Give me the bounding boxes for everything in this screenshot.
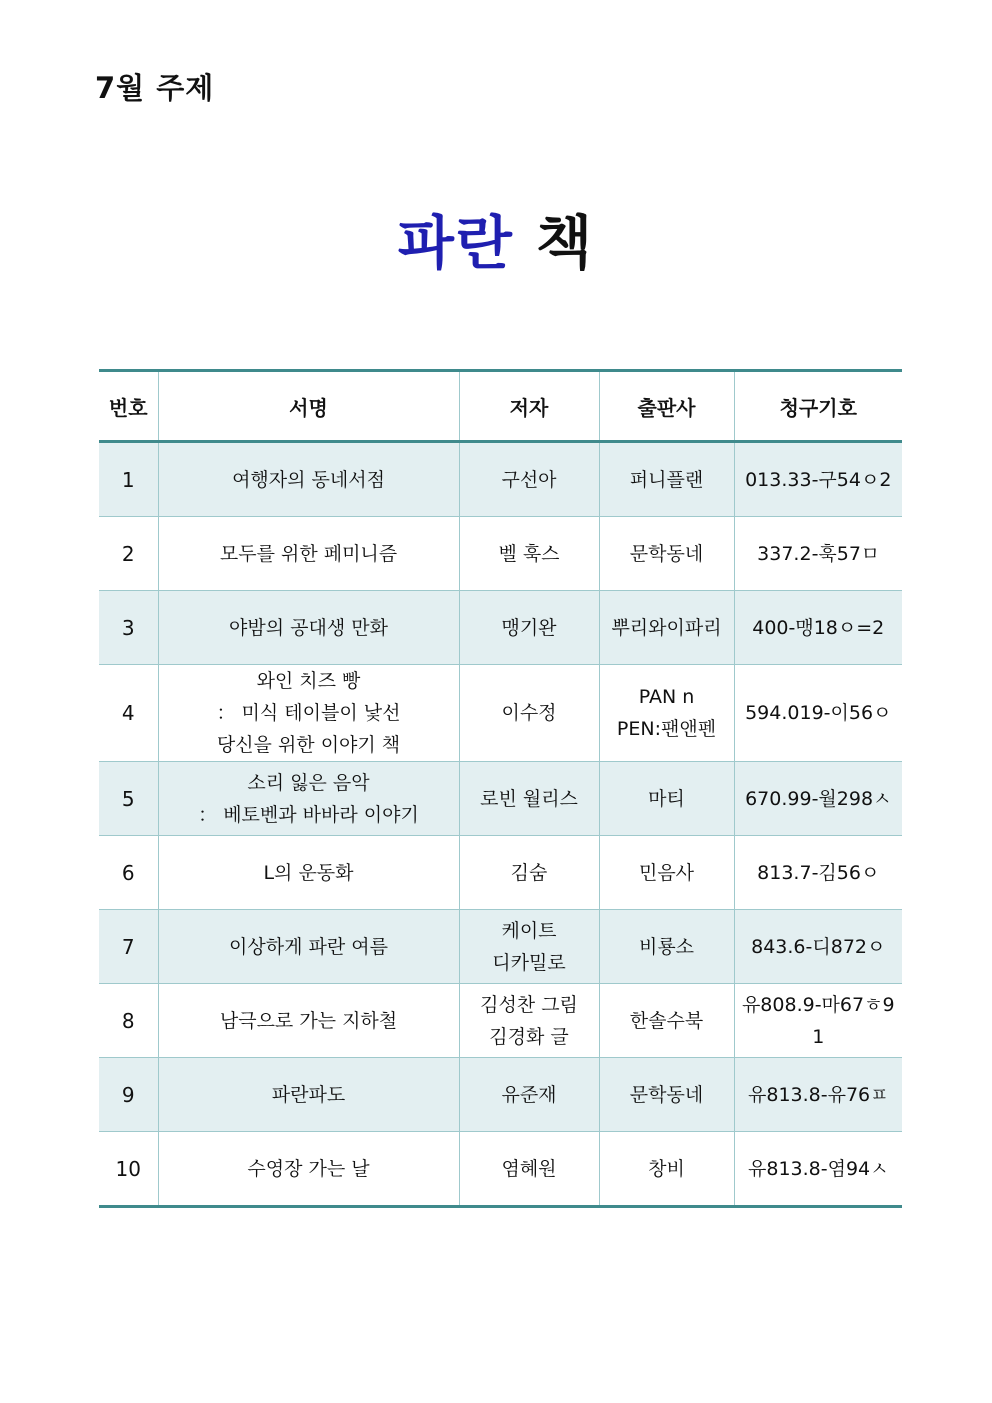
book-number-cell: 10 bbox=[99, 1132, 158, 1207]
book-call-number-line: 유813.8-유76ㅍ bbox=[748, 1083, 889, 1106]
book-author-line: 디카밀로 bbox=[492, 951, 566, 974]
book-call-number-cell bbox=[734, 591, 902, 665]
table-header-row bbox=[99, 371, 902, 442]
book-list-table bbox=[99, 369, 902, 1208]
book-title-line: 야밤의 공대생 만화 bbox=[229, 616, 388, 639]
book-publisher-line: 문학동네 bbox=[629, 542, 704, 565]
book-call-number-line: 337.2-훅57ㅁ bbox=[757, 542, 880, 565]
book-number-cell: 1 bbox=[99, 442, 158, 517]
book-number-cell: 3 bbox=[99, 591, 158, 665]
table-row bbox=[99, 665, 902, 762]
book-number-cell: 7 bbox=[99, 910, 158, 984]
book-publisher-line: 민음사 bbox=[638, 861, 695, 884]
book-call-number-line: 594.019-이56ㅇ bbox=[745, 702, 892, 724]
book-call-number-cell bbox=[734, 836, 902, 910]
book-author-line: 김숨 bbox=[510, 861, 548, 884]
book-publisher-cell bbox=[599, 442, 734, 517]
book-publisher-line: 비룡소 bbox=[638, 935, 695, 958]
book-number-cell: 5 bbox=[99, 762, 158, 836]
book-author-line: 맹기완 bbox=[501, 616, 557, 639]
book-title-line: ： 베토벤과 바바라 이야기 bbox=[198, 803, 419, 826]
book-call-number-line: 유813.8-염94ㅅ bbox=[748, 1157, 889, 1180]
book-author-cell bbox=[459, 591, 599, 665]
book-call-number-cell bbox=[734, 1058, 902, 1132]
book-author-cell bbox=[459, 665, 599, 762]
book-publisher-line: 퍼니플랜 bbox=[629, 468, 704, 491]
book-publisher-line: 문학동네 bbox=[629, 1083, 704, 1106]
table-row bbox=[99, 591, 902, 665]
column-header-publisher: 출판사 bbox=[599, 371, 734, 442]
table-row bbox=[99, 836, 902, 910]
book-title-cell bbox=[158, 984, 459, 1058]
title-word-book: 책 bbox=[536, 209, 595, 277]
book-publisher-cell bbox=[599, 910, 734, 984]
book-call-number-cell bbox=[734, 1132, 902, 1207]
book-author-cell bbox=[459, 1058, 599, 1132]
book-author-cell bbox=[459, 517, 599, 591]
book-title-line: 파란파도 bbox=[271, 1083, 346, 1106]
table-row bbox=[99, 910, 902, 984]
book-title-cell bbox=[158, 517, 459, 591]
book-author-cell bbox=[459, 910, 599, 984]
title-word-blue: 파란 bbox=[397, 209, 514, 277]
book-call-number-cell bbox=[734, 442, 902, 517]
book-title-cell bbox=[158, 910, 459, 984]
book-author-cell bbox=[459, 1132, 599, 1207]
book-call-number-line: 유808.9-마67ㅎ9 bbox=[741, 993, 895, 1016]
page-title bbox=[0, 196, 992, 280]
book-call-number-cell bbox=[734, 984, 902, 1058]
book-publisher-cell bbox=[599, 836, 734, 910]
book-author-line: 염혜원 bbox=[501, 1157, 557, 1180]
book-publisher-line: PAN n bbox=[638, 686, 695, 708]
book-number-cell: 8 bbox=[99, 984, 158, 1058]
book-title-line: L의 운동화 bbox=[263, 861, 354, 884]
book-author-line: 로빈 월리스 bbox=[480, 787, 578, 810]
book-call-number-cell bbox=[734, 762, 902, 836]
book-publisher-cell bbox=[599, 591, 734, 665]
book-publisher-cell bbox=[599, 1058, 734, 1132]
book-call-number-line: 013.33-구54ㅇ2 bbox=[745, 468, 892, 491]
book-publisher-line: 한솔수북 bbox=[629, 1009, 704, 1032]
column-header-number: 번호 bbox=[99, 371, 158, 442]
book-publisher-cell bbox=[599, 762, 734, 836]
book-publisher-line: 마티 bbox=[648, 787, 685, 810]
column-header-call-number: 청구기호 bbox=[734, 371, 902, 442]
book-title-line: 소리 잃은 음악 bbox=[247, 771, 370, 794]
book-author-line: 벨 훅스 bbox=[498, 542, 560, 565]
book-call-number-line: 843.6-디872ㅇ bbox=[751, 935, 886, 958]
book-title-line: 수영장 가는 날 bbox=[247, 1157, 370, 1180]
book-publisher-cell bbox=[599, 665, 734, 762]
book-title-cell bbox=[158, 665, 459, 762]
book-call-number-cell bbox=[734, 665, 902, 762]
book-publisher-cell bbox=[599, 984, 734, 1058]
column-header-author: 저자 bbox=[459, 371, 599, 442]
book-author-cell bbox=[459, 984, 599, 1058]
book-title-line: 와인 치즈 빵 bbox=[256, 670, 361, 692]
book-author-line: 케이트 bbox=[501, 919, 557, 942]
book-title-cell bbox=[158, 1058, 459, 1132]
book-title-cell bbox=[158, 442, 459, 517]
table-row bbox=[99, 1132, 902, 1207]
book-author-line: 이수정 bbox=[501, 702, 557, 724]
book-title-line: 당신을 위한 이야기 책 bbox=[216, 734, 401, 756]
book-publisher-line: 뿌리와이파리 bbox=[611, 616, 722, 639]
book-author-cell bbox=[459, 762, 599, 836]
book-publisher-line: 창비 bbox=[648, 1157, 685, 1180]
book-title-line: ： 미식 테이블이 낯선 bbox=[216, 702, 401, 724]
book-title-line: 이상하게 파란 여름 bbox=[229, 935, 388, 958]
book-call-number-line: 400-맹18ㅇ=2 bbox=[752, 616, 885, 639]
book-publisher-cell bbox=[599, 1132, 734, 1207]
book-call-number-cell bbox=[734, 910, 902, 984]
book-title-cell bbox=[158, 591, 459, 665]
table-row bbox=[99, 984, 902, 1058]
book-title-cell bbox=[158, 1132, 459, 1207]
book-number-cell: 9 bbox=[99, 1058, 158, 1132]
column-header-title: 서명 bbox=[158, 371, 459, 442]
book-title-line: 여행자의 동네서점 bbox=[232, 468, 385, 491]
book-author-line: 김성찬 그림 bbox=[480, 993, 578, 1016]
book-author-line: 유준재 bbox=[501, 1083, 557, 1106]
book-number-cell: 4 bbox=[99, 665, 158, 762]
table-row bbox=[99, 517, 902, 591]
book-number-cell: 6 bbox=[99, 836, 158, 910]
book-number-cell: 2 bbox=[99, 517, 158, 591]
table-body bbox=[99, 442, 902, 1207]
book-call-number-cell bbox=[734, 517, 902, 591]
table-row bbox=[99, 442, 902, 517]
book-call-number-line: 813.7-김56ㅇ bbox=[757, 861, 880, 884]
book-author-cell bbox=[459, 836, 599, 910]
book-author-line: 구선아 bbox=[501, 468, 557, 491]
book-publisher-cell bbox=[599, 517, 734, 591]
book-publisher-line: PEN:팬앤펜 bbox=[616, 718, 717, 740]
table-row bbox=[99, 762, 902, 836]
book-author-cell bbox=[459, 442, 599, 517]
month-theme-label: 7월 주제 bbox=[95, 71, 215, 105]
book-title-line: 모두를 위한 페미니즘 bbox=[219, 542, 398, 565]
book-call-number-line: 1 bbox=[812, 1025, 825, 1048]
book-title-cell bbox=[158, 762, 459, 836]
book-title-cell bbox=[158, 836, 459, 910]
book-title-line: 남극으로 가는 지하철 bbox=[219, 1009, 398, 1032]
book-author-line: 김경화 글 bbox=[489, 1025, 569, 1048]
book-call-number-line: 670.99-월298ㅅ bbox=[745, 787, 892, 810]
table-row bbox=[99, 1058, 902, 1132]
